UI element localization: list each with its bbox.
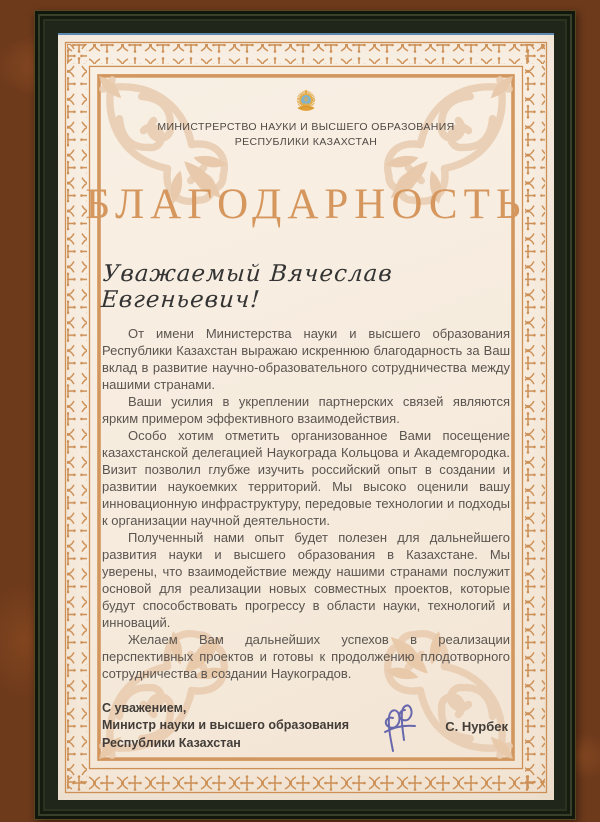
ministry-header [157,120,454,150]
greeting-line: Уважаемый Вячеслав Евгеньевич! [100,261,394,313]
signer-name: С. Нурбек [445,718,508,734]
closing-line3: Республики Казахстан [102,735,241,750]
ministry-line1: МИНИСТРЕРСТВО НАУКИ И ВЫСШЕГО ОБРАЗОВАНИЯ [157,120,455,133]
paragraph: От имени Министерства науки и высшего образования Республики Казахстан выражаю искреннюю благодарность за Ваш вклад в развитие научно-образовательного сотрудничества между нашими странами. [102,326,510,392]
ministry-line2: РЕСПУБЛИКИ КАЗАХСТАН [234,135,378,148]
certificate-paper [58,33,554,800]
closing-block [102,700,349,753]
closing-line1: С уважением, [102,700,187,715]
certificate-content [85,81,527,754]
kazakhstan-emblem-icon [279,89,333,115]
body-text [102,325,510,682]
certificate-title: БЛАГОДАРНОСТЬ [85,181,527,228]
paragraph: Желаем Вам дальнейших успехов в реализации перспективных проектов и готовы к продолжению плодотворного сотрудничества в создании Наукоградов. [102,632,510,681]
paragraph: Полученный нами опыт будет полезен для дальнейшего развития науки и высшего образования в Казахстане. Мы уверены, что взаимодействие между нашими странами послужит основой для реализации новых совместных проектов, которые будут способствовать прогрессу в области науки, технологий и инноваций. [102,530,510,630]
signature-scribble-icon [379,698,421,754]
closing-line2: Министр науки и высшего образования [102,718,350,733]
signature-row [102,698,510,754]
paragraph: Ваши усилия в укреплении партнерских связей являются ярким примером эффективного взаимодействия. [102,394,510,426]
paragraph: Особо хотим отметить организованное Вами посещение казахстанской делегацией Наукограда Кольцова и Академгородка. Визит позволил глубже изучить российский опыт в создании и развитии наукоемких территорий. Мы высоко оценили вашу инновационную инфраструктуру, передовые технологии и подходы к организации научной деятельности. [102,428,510,528]
